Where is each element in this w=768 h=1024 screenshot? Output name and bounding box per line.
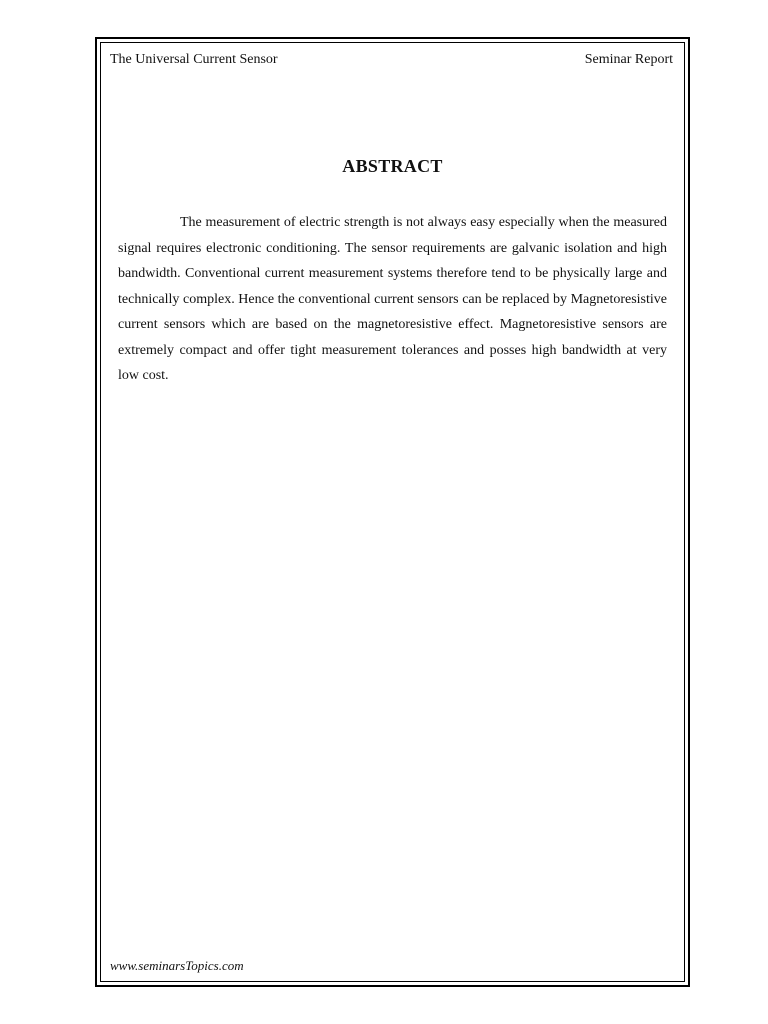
footer-website: www.seminarsTopics.com [110,958,244,973]
header-report-type: Seminar Report [584,52,673,67]
abstract-paragraph: The measurement of electric strength is not always easy especially when the measured signal requires electronic conditioning. The sensor requirements are galvanic isolation and high bandwidth. Conventional current measurement systems therefore tend to be physically large and technically complex. Hence the conventional current sensors can be replaced by Magnetoresistive current sensors which are based on the magnetoresistive effect. Magnetoresistive sensors are extremely compact and offer tight measurement tolerances and posses high bandwidth at very low cost. [118,215,667,383]
header-document-title: The Universal Current Sensor [110,52,278,67]
section-heading: ABSTRACT [342,156,443,176]
page-border-inner [100,42,685,982]
